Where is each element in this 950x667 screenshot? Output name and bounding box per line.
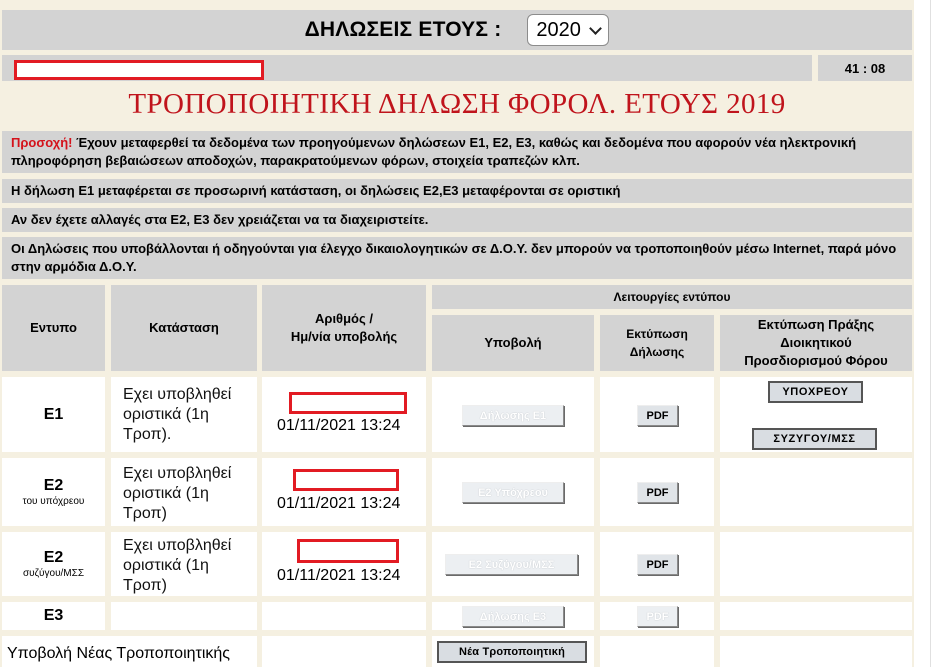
spouse-act-button[interactable]: ΣΥΖΥΓΟΥ/ΜΣΣ	[752, 428, 877, 450]
new-amendment-act-cell	[720, 636, 912, 667]
status-e2-spouse: Εχει υποβληθεί οριστικά (1η Τροπ)	[111, 532, 257, 596]
form-subtitle: του υπόχρεου	[22, 496, 85, 507]
pdf-e1-button[interactable]: PDF	[637, 405, 678, 426]
submit-e2-spouse-button[interactable]: Ε2 Συζύγου/ΜΣΣ	[445, 554, 578, 575]
form-e2-spouse-cell	[2, 532, 105, 596]
notice-warning	[2, 131, 912, 173]
submit-e2-obligor-button[interactable]: Ε2 Υπόχρεου	[462, 482, 564, 503]
header-status: Κατάσταση	[111, 285, 257, 371]
warning-label: Προσοχή!	[11, 135, 73, 150]
new-amendment-label: Υποβολή Νέας Τροποποιητικής	[2, 636, 257, 667]
number-date-e2-obligor	[262, 458, 426, 526]
redacted-user-info	[14, 60, 264, 80]
year-select-value: 2020	[536, 18, 581, 41]
print-e2-spouse-cell	[600, 532, 714, 596]
submit-e3-button[interactable]: Δήλωσης Ε3	[462, 606, 564, 627]
form-code: Ε2	[43, 549, 64, 566]
header-submit: Υποβολή	[432, 315, 594, 371]
year-selector-bar	[2, 10, 912, 50]
obligor-act-button[interactable]: ΥΠΟΧΡΕΟΥ	[768, 381, 863, 403]
submission-date: 01/11/2021 13:24	[277, 567, 401, 584]
header-number-date: Αριθμός / Ημ/νία υποβολής	[262, 285, 426, 371]
submit-e1-cell	[432, 377, 594, 452]
submission-date: 01/11/2021 13:24	[277, 417, 401, 434]
form-code: Ε3	[43, 607, 64, 624]
submit-e2-spouse-cell	[432, 532, 594, 596]
form-e2-obligor-cell	[2, 458, 105, 526]
submit-e3-cell	[432, 602, 594, 630]
header-form-operations: Λειτουργίες εντύπου	[432, 285, 912, 309]
new-amendment-cell	[432, 636, 594, 667]
header-print: Εκτύπωση Δήλωσης	[600, 315, 714, 371]
warning-text: Έχουν μεταφερθεί τα δεδομένα των προηγούμενων δηλώσεων Ε1, Ε2, Ε3, καθώς και δεδομένα που αφορούν νέα ηλεκτρονική πληροφόρηση βεβαιώσεων αποδοχών, παρακρατούμενων φόρων, στοιχεία τραπεζών κλπ.	[11, 135, 857, 168]
submit-e2-obligor-cell	[432, 458, 594, 526]
act-print-e2-obligor-cell	[720, 458, 912, 526]
print-e2-obligor-cell	[600, 458, 714, 526]
print-e3-cell	[600, 602, 714, 630]
new-amendment-empty-cell	[262, 636, 426, 667]
header-form: Εντυπο	[2, 285, 105, 371]
form-e3-cell	[2, 602, 105, 630]
pdf-e2-spouse-button[interactable]: PDF	[637, 554, 678, 575]
new-amendment-button[interactable]: Νέα Τροποποιητική	[437, 641, 587, 663]
notice-e1-status: Η δήλωση Ε1 μεταφέρεται σε προσωρινή κατάσταση, οι δηλώσεις Ε2,Ε3 μεταφέρονται σε οριστική	[2, 179, 912, 203]
submit-e1-button[interactable]: Δήλωσης Ε1	[462, 405, 564, 426]
act-print-e2-spouse-cell	[720, 532, 912, 596]
form-subtitle: συζύγου/ΜΣΣ	[22, 568, 85, 579]
status-e3	[111, 602, 257, 630]
redacted-submission-number	[293, 469, 399, 491]
header-act-print: Εκτύπωση Πράξης Διοικητικού Προσδιορισμού Φόρου	[720, 315, 912, 371]
submission-date: 01/11/2021 13:24	[277, 495, 401, 512]
user-info-bar	[2, 55, 812, 81]
notice-doy-check: Οι Δηλώσεις που υποβάλλονται ή οδηγούνται για έλεγχο δικαιολογητικών σε Δ.Ο.Υ. δεν μπορούν να τροποποιηθούν μέσω Internet, παρά μόνο στην αρμόδια Δ.Ο.Υ.	[2, 237, 912, 279]
act-print-e1-cell	[720, 377, 912, 452]
print-e1-cell	[600, 377, 714, 452]
number-date-e2-spouse	[262, 532, 426, 596]
pdf-e2-obligor-button[interactable]: PDF	[637, 482, 678, 503]
new-amendment-print-cell	[600, 636, 714, 667]
status-e1: Εχει υποβληθεί οριστικά (1η Τροπ).	[111, 377, 257, 452]
redacted-submission-number	[297, 539, 399, 563]
year-select[interactable]	[527, 14, 609, 46]
page-title: ΤΡΟΠΟΠΟΙΗΤΙΚΗ ΔΗΛΩΣΗ ΦΟΡΟΛ. ΕΤΟΥΣ 2019	[128, 88, 786, 120]
pdf-e3-button[interactable]: PDF	[637, 606, 678, 627]
years-label: ΔΗΛΩΣΕΙΣ ΕΤΟΥΣ :	[304, 18, 502, 41]
redacted-submission-number	[289, 392, 407, 414]
number-date-e1	[262, 377, 426, 452]
vertical-scrollbar[interactable]	[930, 0, 950, 667]
form-code: Ε2	[43, 477, 64, 494]
form-code: Ε1	[43, 405, 64, 423]
status-e2-obligor: Εχει υποβληθεί οριστικά (1η Τροπ)	[111, 458, 257, 526]
form-e1-cell	[2, 377, 105, 452]
act-print-e3-cell	[720, 602, 912, 630]
notice-no-changes: Αν δεν έχετε αλλαγές στα Ε2, Ε3 δεν χρειάζεται να τα διαχειριστείτε.	[2, 208, 912, 232]
chevron-down-icon	[590, 22, 603, 35]
number-date-e3	[262, 602, 426, 630]
session-timer: 41 : 08	[818, 55, 912, 81]
